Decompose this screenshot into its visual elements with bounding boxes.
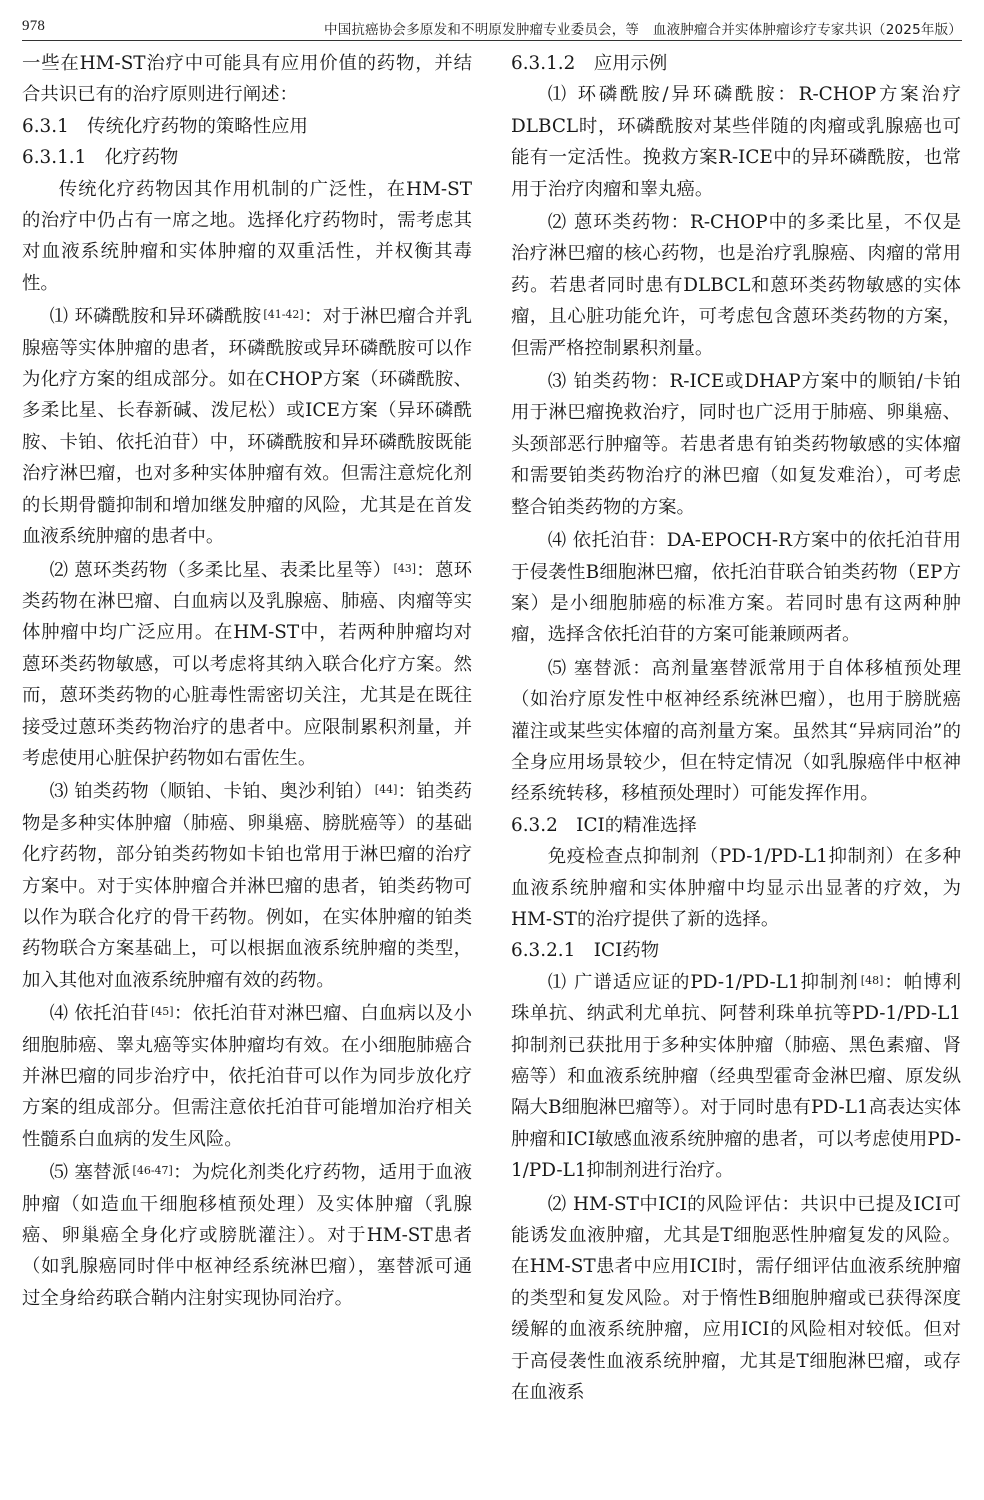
list-item bbox=[22, 776, 472, 996]
item-body: ：帕博利珠单抗、纳武利尤单抗、阿替利珠单抗等PD-1/PD-L1抑制剂已获批用于多种实体肿瘤（肺癌、黑色素瘤、肾癌等）和血液系统肿瘤（经典型霍奇金淋巴瘤、原发纵隔大B细胞淋巴瘤等）。对于同时患有PD-L1高表达实体肿瘤和ICI敏感血液系统肿瘤的患者，可以考虑使用PD-1/PD-L1抑制剂进行治疗。 bbox=[511, 971, 961, 1182]
item-lead: ⑴ 广谱适应证的PD-1/PD-L1抑制剂 bbox=[547, 971, 859, 993]
citation: [43] bbox=[393, 561, 417, 575]
subsection-heading: 6.3.1.1 化疗药物 bbox=[22, 147, 179, 169]
citation: [41-42] bbox=[263, 308, 304, 322]
page-number: 978 bbox=[22, 18, 46, 34]
item-body: ：为烷化剂类化疗药物，适用于血液肿瘤（如造血干细胞移植预处理）及实体肿瘤（乳腺癌、卵巢癌全身化疗或膀胱灌注）。对于HM-ST患者（如乳腺癌同时伴中枢神经系统淋巴瘤），塞替派可通过全身给药联合鞘内注射实现协同治疗。 bbox=[22, 1162, 472, 1309]
subsection-heading: 6.3.2.1 ICI药物 bbox=[511, 940, 660, 962]
item-lead: ⑴ 环磷酰胺和异环磷酰胺 bbox=[49, 306, 262, 328]
citation: [46-47] bbox=[132, 1164, 173, 1178]
citation: [48] bbox=[860, 973, 884, 987]
list-item: ⑵ HM-ST中ICI的风险评估：共识中已提及ICI可能诱发血液肿瘤，尤其是T细胞恶性肿瘤复发的风险。在HM-ST患者中应用ICI时，需仔细评估血液系统肿瘤的类型和复发风险。对于惰性B细胞肿瘤或已获得深度缓解的血液系统肿瘤，应用ICI的风险相对较低。但对于高侵袭性血液系统肿瘤，尤其是T细胞淋巴瘤，或存在血液系 bbox=[511, 1193, 961, 1404]
item-body: ：对于淋巴瘤合并乳腺癌等实体肿瘤的患者，环磷酰胺或异环磷酰胺可以作为化疗方案的组成部分。如在CHOP方案（环磷酰胺、多柔比星、长春新碱、泼尼松）或ICE方案（异环磷酰胺、卡铂、依托泊苷）中，环磷酰胺和异环磷酰胺既能治疗淋巴瘤，也对多种实体肿瘤有效。但需注意烷化剂的长期骨髓抑制和增加继发肿瘤的风险，尤其是在首发血液系统肿瘤的患者中。 bbox=[22, 306, 472, 548]
list-item: ⑷ 依托泊苷：DA-EPOCH-R方案中的依托泊苷用于侵袭性B细胞淋巴瘤，依托泊苷联合铂类药物（EP方案）是小细胞肺癌的标准方案。若同时患有这两种肿瘤，选择含依托泊苷的方案可能兼顾两者。 bbox=[511, 530, 961, 646]
citation: [45] bbox=[150, 1005, 174, 1019]
list-item bbox=[22, 1157, 472, 1314]
item-lead: ⑵ 蒽环类药物（多柔比星、表柔比星等） bbox=[49, 559, 392, 581]
list-item bbox=[22, 301, 472, 552]
paragraph: 免疫检查点抑制剂（PD-1/PD-L1抑制剂）在多种血液系统肿瘤和实体肿瘤中均显示出显著的疗效，为HM-ST的治疗提供了新的选择。 bbox=[511, 846, 961, 930]
left-column bbox=[22, 48, 472, 1314]
right-column bbox=[511, 48, 961, 1408]
paragraph: 一些在HM-ST治疗中可能具有应用价值的药物，并结合共识已有的治疗原则进行阐述： bbox=[22, 53, 472, 106]
section-heading: 6.3.2 ICI的精准选择 bbox=[511, 814, 697, 836]
citation: [44] bbox=[374, 783, 398, 797]
page-header bbox=[22, 10, 962, 41]
item-lead: ⑷ 依托泊苷 bbox=[49, 1003, 149, 1025]
list-item: ⑴ 环磷酰胺/异环磷酰胺：R-CHOP方案治疗DLBCL时，环磷酰胺对某些伴随的肉瘤或乳腺癌也可能有一定活性。挽救方案R-ICE中的异环磷酰胺，也常用于治疗肉瘤和睾丸癌。 bbox=[511, 84, 961, 200]
list-item: ⑶ 铂类药物：R-ICE或DHAP方案中的顺铂/卡铂用于淋巴瘤挽救治疗，同时也广泛用于肺癌、卵巢癌、头颈部恶行肿瘤等。若患者患有铂类药物敏感的实体瘤和需要铂类药物治疗的淋巴瘤（如复发难治），可考虑整合铂类药物的方案。 bbox=[511, 371, 961, 518]
running-title: 中国抗癌协会多原发和不明原发肿瘤专业委员会，等 血液肿瘤合并实体肿瘤诊疗专家共识（2025年版） bbox=[324, 22, 962, 38]
subsection-heading: 6.3.1.2 应用示例 bbox=[511, 53, 668, 74]
item-lead: ⑶ 铂类药物（顺铂、卡铂、奥沙利铂） bbox=[49, 781, 373, 803]
item-body: ：依托泊苷对淋巴瘤、白血病以及小细胞肺癌、睾丸癌等实体肿瘤均有效。在小细胞肺癌合并淋巴瘤的同步治疗中，依托泊苷可以作为同步放化疗方案的组成部分。但需注意依托泊苷可能增加治疗相关性髓系白血病的发生风险。 bbox=[22, 1003, 472, 1150]
item-body: ：铂类药物是多种实体肿瘤（肺癌、卵巢癌、膀胱癌等）的基础化疗药物，部分铂类药物如卡铂也常用于淋巴瘤的治疗方案中。对于实体肿瘤合并淋巴瘤的患者，铂类药物可以作为联合化疗的骨干药物。例如，在实体肿瘤的铂类药物联合方案基础上，可以根据血液系统肿瘤的类型，加入其他对血液系统肿瘤有效的药物。 bbox=[22, 781, 472, 991]
list-item: ⑵ 蒽环类药物：R-CHOP中的多柔比星，不仅是治疗淋巴瘤的核心药物，也是治疗乳腺癌、肉瘤的常用药。若患者同时患有DLBCL和蒽环类药物敏感的实体瘤，且心脏功能允许，可考虑包含蒽环类药物的方案，但需严格控制累积剂量。 bbox=[511, 212, 961, 359]
list-item bbox=[511, 967, 961, 1187]
item-body: ：蒽环类药物在淋巴瘤、白血病以及乳腺癌、肺癌、肉瘤等实体肿瘤中均广泛应用。在HM-ST中，若两种肿瘤均对蒽环类药物敏感，可以考虑将其纳入联合化疗方案。然而，蒽环类药物的心脏毒性需密切关注，尤其是在既往接受过蒽环类药物治疗的患者中。应限制累积剂量，并考虑使用心脏保护药物如右雷佐生。 bbox=[22, 559, 472, 769]
list-item bbox=[22, 998, 472, 1155]
list-item bbox=[22, 555, 472, 775]
list-item: ⑸ 塞替派：高剂量塞替派常用于自体移植预处理（如治疗原发性中枢神经系统淋巴瘤），也用于膀胱癌灌注或某些实体瘤的高剂量方案。虽然其“异病同治”的全身应用场景较少，但在特定情况（如乳腺癌伴中枢神经系统转移，移植预处理时）可能发挥作用。 bbox=[511, 657, 961, 805]
item-lead: ⑸ 塞替派 bbox=[49, 1162, 131, 1184]
section-heading: 6.3.1 传统化疗药物的策略性应用 bbox=[22, 115, 308, 137]
paragraph: 传统化疗药物因其作用机制的广泛性，在HM-ST的治疗中仍占有一席之地。选择化疗药物时，需考虑其对血液系统肿瘤和实体肿瘤的双重活性，并权衡其毒性。 bbox=[22, 178, 472, 294]
